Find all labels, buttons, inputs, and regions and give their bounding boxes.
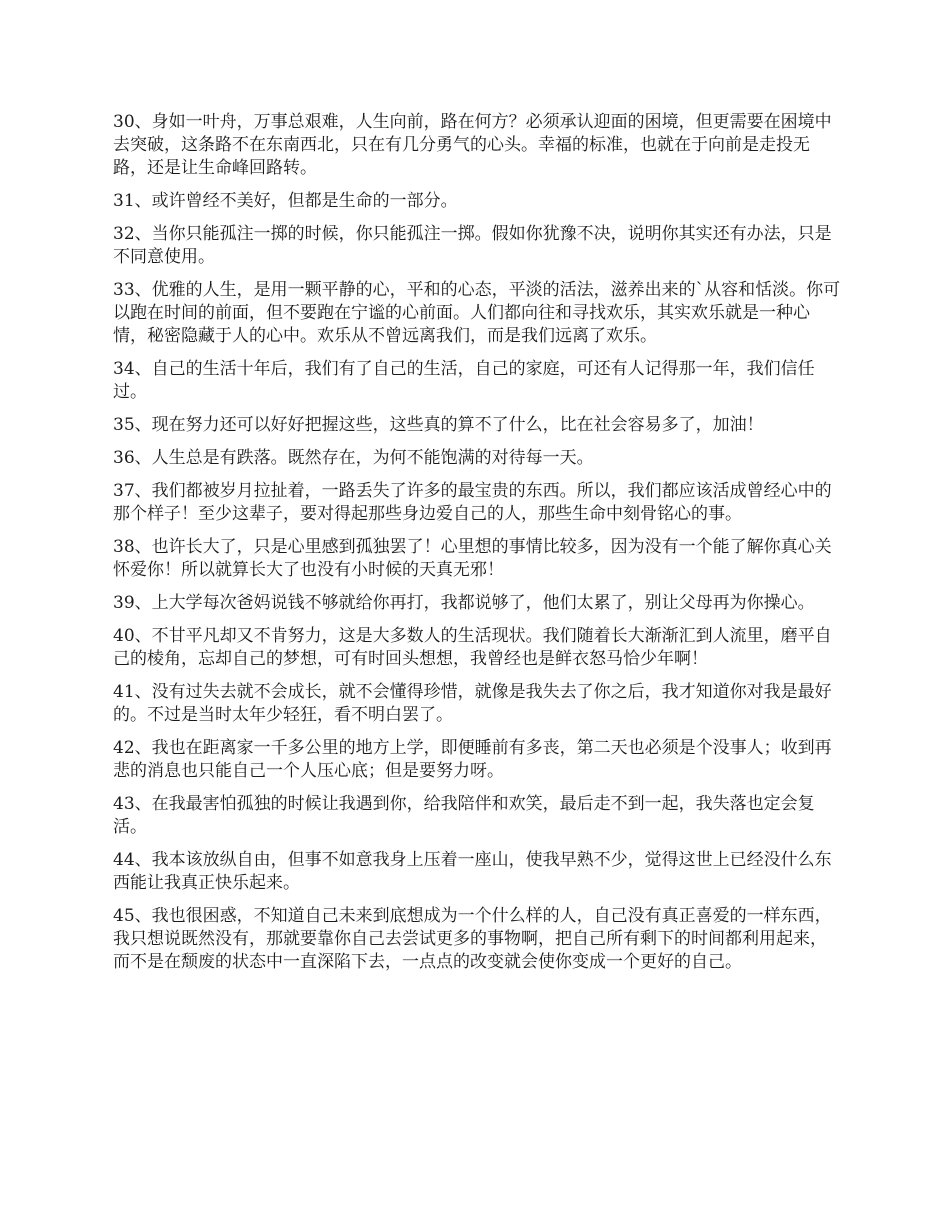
paragraph-36: 36、人生总是有跌落。既然存在，为何不能饱满的对待每一天。: [113, 448, 594, 468]
paragraph-30: 30、身如一叶舟，万事总艰难，人生向前，路在何方？必须承认迎面的困境，但更需要在困境中去突破，这条路不在东南西北，只在有几分勇气的心头。幸福的标准，也就在于向前是走投无路，还是让生命峰回路转。: [113, 112, 832, 178]
paragraph-31: 31、或许曾经不美好，但都是生命的一部分。: [113, 191, 458, 211]
document-body: [113, 111, 843, 984]
paragraph-45: 45、我也很困惑，不知道自己未来到底想成为一个什么样的人，自己没有真正喜爱的一样东西，我只想说既然没有，那就要靠你自己去尝试更多的事物啊，把自己所有剩下的时间都利用起来，而不是在颓废的状态中一直深陷下去，一点点的改变就会使你变成一个更好的自己。: [113, 906, 832, 972]
paragraph-42: 42、我也在距离家一千多公里的地方上学，即便睡前有多丧，第二天也必须是个没事人；收到再悲的消息也只能自己一个人压心底；但是要努力呀。: [113, 738, 832, 781]
paragraph-35: 35、现在努力还可以好好把握这些，这些真的算不了什么，比在社会容易多了，加油！: [113, 415, 764, 435]
paragraph-34: 34、自己的生活十年后，我们有了自己的生活，自己的家庭，可还有人记得那一年，我们信任过。: [113, 359, 815, 402]
paragraph-44: 44、我本该放纵自由，但事不如意我身上压着一座山，使我早熟不少，觉得这世上已经没什么东西能让我真正快乐起来。: [113, 850, 832, 893]
paragraph-33: 33、优雅的人生，是用一颗平静的心，平和的心态，平淡的活法，滋养出来的`从容和恬淡。你可以跑在时间的前面，但不要跑在宁谧的心前面。人们都向往和寻找欢乐，其实欢乐就是一种心情，秘密隐藏于人的心中。欢乐从不曾远离我们，而是我们远离了欢乐。: [113, 280, 841, 346]
paragraph-43: 43、在我最害怕孤独的时候让我遇到你，给我陪伴和欢笑，最后走不到一起，我失落也定会复活。: [113, 794, 815, 837]
paragraph-40: 40、不甘平凡却又不肯努力，这是大多数人的生活现状。我们随着长大渐渐汇到人流里，磨平自己的棱角，忘却自己的梦想，可有时回头想想，我曾经也是鲜衣怒马恰少年啊！: [113, 626, 832, 669]
paragraph-41: 41、没有过失去就不会成长，就不会懂得珍惜，就像是我失去了你之后，我才知道你对我是最好的。不过是当时太年少轻狂，看不明白罢了。: [113, 682, 832, 725]
paragraph-37: 37、我们都被岁月拉扯着，一路丢失了许多的最宝贵的东西。所以，我们都应该活成曾经心中的那个样子！至少这辈子，要对得起那些身边爱自己的人，那些生命中刻骨铭心的事。: [113, 481, 832, 524]
paragraph-32: 32、当你只能孤注一掷的时候，你只能孤注一掷。假如你犹豫不决，说明你其实还有办法，只是不同意使用。: [113, 224, 832, 267]
paragraph-39: 39、上大学每次爸妈说钱不够就给你再打，我都说够了，他们太累了，别让父母再为你操心。: [113, 593, 815, 613]
paragraph-38: 38、也许长大了，只是心里感到孤独罢了！心里想的事情比较多，因为没有一个能了解你真心关怀爱你！所以就算长大了也没有小时候的天真无邪！: [113, 537, 832, 580]
